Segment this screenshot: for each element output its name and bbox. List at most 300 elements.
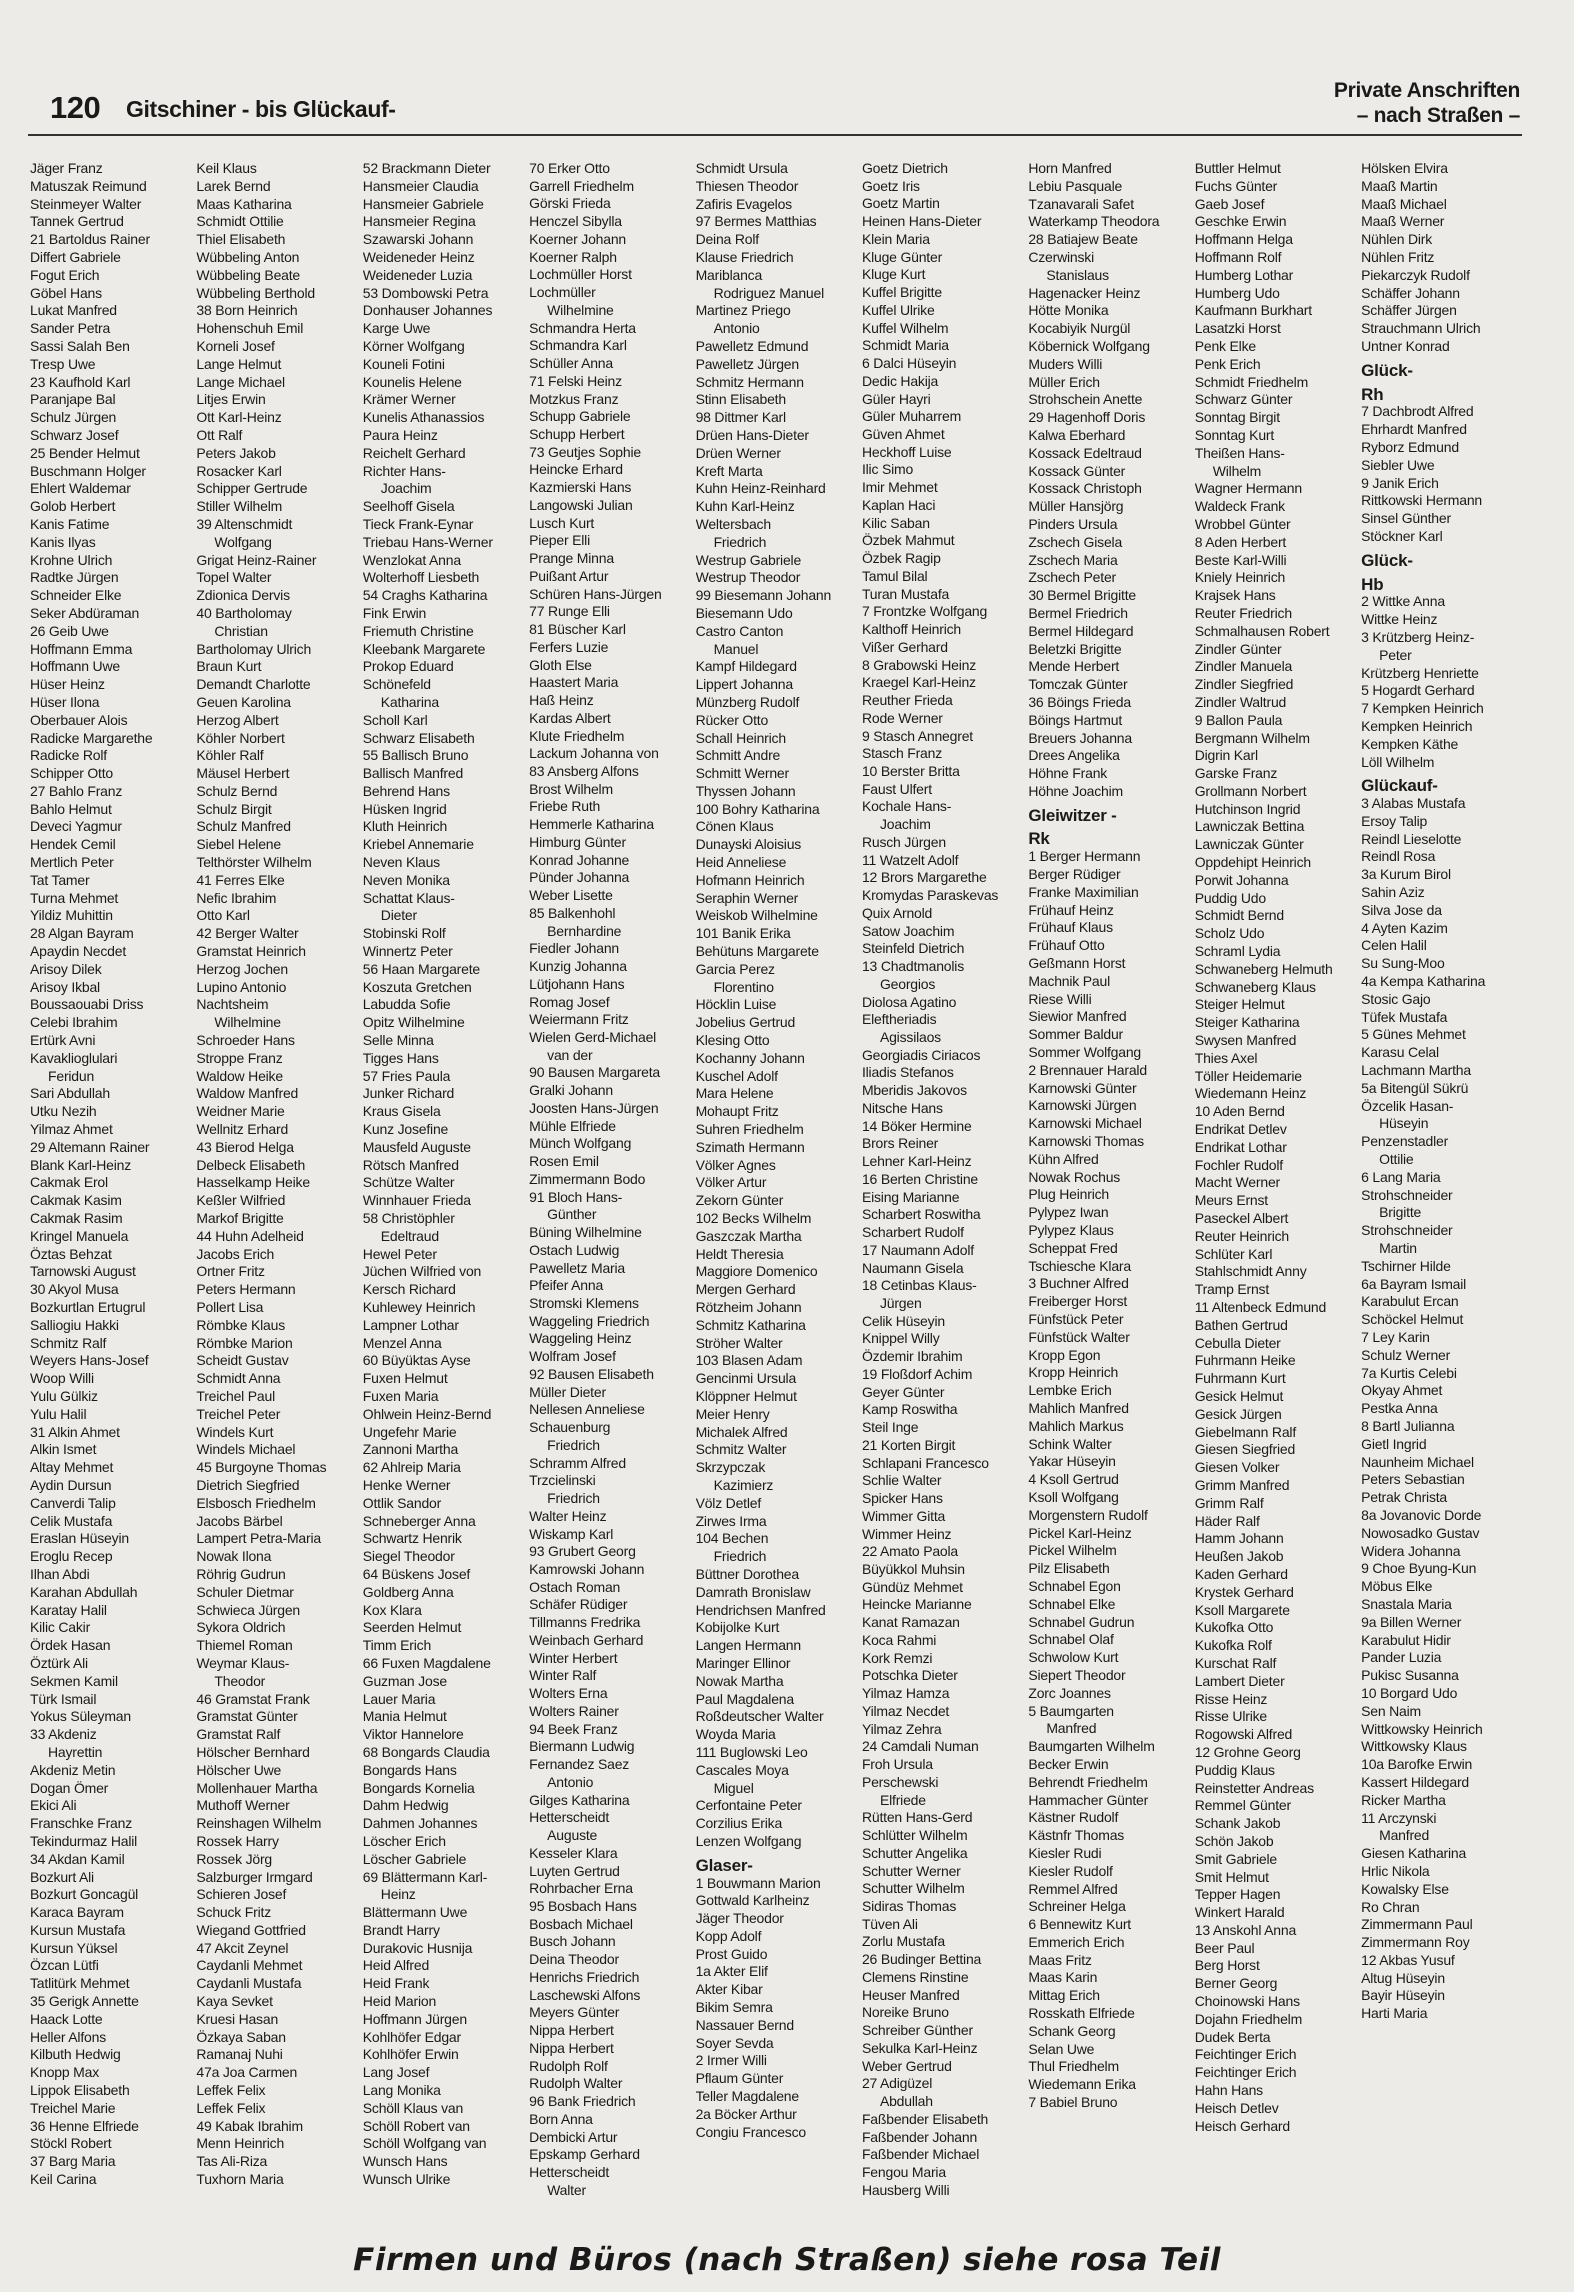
directory-entry: Kurschat Ralf xyxy=(1194,1654,1277,1671)
directory-entry: Goetz Iris xyxy=(861,177,920,194)
directory-entry: Gottwald Karlheinz xyxy=(695,1892,810,1909)
directory-entry: Gaeb Josef xyxy=(1194,195,1265,212)
directory-entry: Bozkurt Ali xyxy=(30,1868,94,1885)
directory-entry: Ilic Simo xyxy=(861,461,914,478)
directory-entry: Sommer Wolfgang xyxy=(1028,1044,1142,1061)
directory-entry: Zorlu Mustafa xyxy=(861,1933,945,1950)
directory-entry: Rötzheim Johann xyxy=(695,1299,802,1315)
directory-entry: Tüven Ali xyxy=(861,1915,918,1932)
directory-entry-continuation: Antonio xyxy=(547,1773,594,1790)
directory-entry: Franke Maximilian xyxy=(1028,883,1139,900)
directory-entry: Rittkowski Hermann xyxy=(1361,492,1483,509)
directory-entry: Gloth Else xyxy=(529,656,592,673)
directory-entry: Behrendt Friedhelm xyxy=(1028,1773,1148,1790)
directory-entry: Kunzig Johanna xyxy=(529,958,627,975)
directory-entry: 77 Runge Elli xyxy=(529,603,610,620)
directory-entry: Keßler Wilfried xyxy=(196,1192,286,1209)
directory-entry: Hoffmann Helga xyxy=(1194,231,1293,248)
directory-entry: Salliogiu Hakki xyxy=(30,1316,119,1333)
directory-entry: 104 Bechen xyxy=(695,1530,769,1547)
directory-entry: Feichtinger Erich xyxy=(1194,2046,1297,2063)
directory-entry: Kiesler Rudi xyxy=(1028,1844,1102,1861)
directory-entry: Weiermann Fritz xyxy=(529,1011,629,1028)
directory-entry: Celik Hüseyin xyxy=(861,1312,945,1329)
directory-entry: Silva Jose da xyxy=(1361,901,1442,918)
directory-entry: Roßdeutscher Walter xyxy=(695,1708,824,1725)
directory-entry: 5 Günes Mehmet xyxy=(1361,1026,1466,1043)
directory-entry: Canverdi Talip xyxy=(30,1494,116,1511)
directory-entry: Scheppat Fred xyxy=(1028,1239,1118,1256)
directory-entry: Schöckel Helmut xyxy=(1361,1311,1464,1328)
directory-entry: Lupino Antonio xyxy=(196,978,287,995)
directory-entry: Iliadis Stefanos xyxy=(861,1064,954,1081)
directory-entry: Körner Wolfgang xyxy=(362,337,465,354)
directory-entry: Thiel Elisabeth xyxy=(196,231,286,248)
directory-entry: Herzog Jochen xyxy=(196,960,288,977)
directory-entry: Heußen Jakob xyxy=(1194,1548,1284,1565)
directory-entry: 41 Ferres Elke xyxy=(196,871,285,888)
directory-entry: Bermel Hildegard xyxy=(1028,622,1134,639)
directory-entry: Laschewski Alfons xyxy=(529,1986,641,2003)
directory-entry: Turna Mehmet xyxy=(30,889,119,906)
directory-entry: Öztürk Ali xyxy=(30,1654,88,1671)
directory-entry: Dedic Hakija xyxy=(861,372,939,389)
directory-entry: Menn Heinrich xyxy=(196,2135,285,2152)
directory-entry: Seraphin Werner xyxy=(695,889,799,906)
directory-entry: Kuffel Brigitte xyxy=(861,284,942,301)
directory-entry: Römbke Marion xyxy=(196,1334,293,1351)
directory-entry: Kohlhöfer Edgar xyxy=(362,2028,461,2045)
directory-entry: 7 Dachbrodt Alfred xyxy=(1361,403,1474,420)
directory-entry: Zschech Peter xyxy=(1028,569,1117,586)
directory-entry: Ortner Fritz xyxy=(196,1263,265,1280)
directory-entry: Gilges Katharina xyxy=(529,1791,630,1808)
directory-entry: Siebler Uwe xyxy=(1361,456,1435,473)
directory-entry: Tepper Hagen xyxy=(1194,1886,1281,1903)
directory-entry: Römbke Klaus xyxy=(196,1316,286,1333)
directory-entry: Lasatzki Horst xyxy=(1194,320,1281,337)
directory-entry: Wunsch Hans xyxy=(362,2153,448,2170)
directory-entry: Kardas Albert xyxy=(529,709,611,726)
directory-entry: Piekarczyk Rudolf xyxy=(1361,266,1470,283)
directory-entry: Ro Chran xyxy=(1361,1898,1420,1915)
directory-entry: Beletzki Brigitte xyxy=(1028,640,1122,657)
directory-entry-continuation: Friedrich xyxy=(547,1490,600,1507)
directory-entry: Schäfer Rüdiger xyxy=(529,1596,628,1613)
directory-entry: Paseckel Albert xyxy=(1194,1210,1289,1227)
directory-entry: Lippok Elisabeth xyxy=(30,2082,130,2099)
directory-entry: 47 Akcit Zeynel xyxy=(196,1939,289,1956)
directory-entry: Cakmak Kasim xyxy=(30,1192,122,1209)
directory-entry: 71 Felski Heinz xyxy=(529,372,622,389)
directory-entry: Schraml Lydia xyxy=(1194,943,1281,960)
directory-entry: Kluge Kurt xyxy=(861,266,926,283)
directory-entry: 102 Becks Wilhelm xyxy=(695,1210,812,1227)
directory-entry: Martinez Priego xyxy=(695,302,791,319)
directory-entry: Paul Magdalena xyxy=(695,1690,794,1707)
directory-entry: Ksoll Margarete xyxy=(1194,1601,1290,1618)
directory-entry: Knopp Max xyxy=(30,2064,100,2081)
directory-entry-continuation: Auguste xyxy=(547,1827,598,1844)
directory-entry: Knippel Willy xyxy=(861,1330,940,1347)
directory-entry: Kochanny Johann xyxy=(695,1049,805,1066)
directory-entry: Lawniczak Bettina xyxy=(1194,818,1305,835)
directory-entry: Pylypez Iwan xyxy=(1028,1204,1109,1221)
directory-entry: Fuhrmann Heike xyxy=(1194,1352,1296,1369)
directory-entry: Kempken Heinrich xyxy=(1361,717,1473,734)
directory-entry: Schwaneberg Helmuth xyxy=(1194,960,1333,977)
directory-entry: Tarnowski August xyxy=(30,1263,136,1280)
directory-entry: Waterkamp Theodora xyxy=(1028,213,1160,230)
directory-entry: Endrikat Lothar xyxy=(1194,1138,1287,1155)
directory-entry: 81 Büscher Karl xyxy=(529,621,626,638)
directory-entry: Gramstat Heinrich xyxy=(196,943,306,960)
directory-entry: Wunsch Ulrike xyxy=(362,2171,451,2188)
directory-entry: Kraegel Karl-Heinz xyxy=(861,674,976,691)
directory-entry: Mausfeld Auguste xyxy=(362,1138,471,1155)
directory-entry: Siepert Theodor xyxy=(1028,1666,1126,1683)
directory-entry: Caydanli Mustafa xyxy=(196,1975,302,1992)
directory-entry: Hötte Monika xyxy=(1028,302,1109,319)
directory-entry: Schank Jakob xyxy=(1194,1815,1281,1832)
directory-entry-continuation: Wilhelm xyxy=(1212,462,1262,479)
directory-entry: Nellesen Anneliese xyxy=(529,1401,645,1418)
directory-entry: 57 Fries Paula xyxy=(362,1067,451,1084)
directory-entry: Frühauf Heinz xyxy=(1028,901,1114,918)
directory-entry: Jüchen Wilfried von xyxy=(362,1263,482,1280)
directory-entry: 99 Biesemann Johann xyxy=(695,587,832,604)
directory-entry: Büyükkol Muhsin xyxy=(861,1561,965,1578)
directory-entry: Riese Willi xyxy=(1028,990,1092,1007)
directory-entry: 7 Babiel Bruno xyxy=(1028,2094,1118,2111)
directory-entry: Yokus Süleyman xyxy=(30,1708,131,1725)
section-title xyxy=(1334,78,1520,128)
directory-entry: Grimm Ralf xyxy=(1194,1494,1264,1511)
directory-entry: Pflaum Günter xyxy=(695,2070,784,2087)
directory-entry: Zimmermann Roy xyxy=(1361,1934,1470,1951)
directory-entry: Hammacher Günter xyxy=(1028,1791,1149,1808)
directory-entry: Heisch Gerhard xyxy=(1194,2117,1290,2134)
directory-entry: Özcan Lütfi xyxy=(30,1957,99,1974)
directory-entry: Arisoy Dilek xyxy=(30,960,102,977)
directory-entry: Pylypez Klaus xyxy=(1028,1222,1114,1239)
directory-entry: Walter Heinz xyxy=(529,1507,607,1524)
directory-entry: Wiskamp Karl xyxy=(529,1525,614,1542)
directory-entry: Schneberger Anna xyxy=(362,1512,476,1529)
directory-entry: 14 Böker Hermine xyxy=(861,1117,972,1134)
directory-entry: Stinn Elisabeth xyxy=(695,391,786,408)
directory-entry: Okyay Ahmet xyxy=(1361,1382,1443,1399)
directory-entry: 24 Camdali Numan xyxy=(861,1738,979,1755)
directory-entry: Heisch Detlev xyxy=(1194,2099,1279,2116)
directory-entry: 97 Bermes Matthias xyxy=(695,213,817,230)
directory-entry: Schulz Manfred xyxy=(196,818,291,835)
directory-entry: Rode Werner xyxy=(861,709,943,726)
directory-entry: Kempken Käthe xyxy=(1361,735,1459,752)
directory-entry: Freiberger Horst xyxy=(1028,1293,1128,1310)
directory-entry: 37 Barg Maria xyxy=(30,2153,116,2170)
directory-entry: Diolosa Agatino xyxy=(861,993,957,1010)
directory-entry: Höhne Frank xyxy=(1028,765,1108,782)
directory-entry: Yilmaz Necdet xyxy=(861,1702,950,1719)
directory-entry-continuation: Günther xyxy=(547,1206,597,1223)
directory-entry: 21 Korten Birgit xyxy=(861,1436,956,1453)
directory-entry: Luyten Gertrud xyxy=(529,1862,620,1879)
directory-entry: Schulz Werner xyxy=(1361,1346,1451,1363)
directory-entry: Dudek Berta xyxy=(1194,2028,1271,2045)
directory-entry: Lawniczak Günter xyxy=(1194,836,1304,853)
directory-entry: Topel Walter xyxy=(196,569,272,586)
directory-entry: Epskamp Gerhard xyxy=(529,2146,640,2163)
directory-entry: Junker Richard xyxy=(362,1085,455,1102)
directory-entry: Naumann Gisela xyxy=(861,1259,964,1276)
directory-entry: Boussaouabi Driss xyxy=(30,996,144,1013)
directory-entry: Karge Uwe xyxy=(362,320,431,337)
directory-entry: Treichel Peter xyxy=(196,1405,281,1422)
directory-entry: Mberidis Jakovos xyxy=(861,1082,967,1099)
directory-entry: Puddig Udo xyxy=(1194,889,1266,906)
directory-entry: Nowak Martha xyxy=(695,1672,784,1689)
directory-entry: 64 Büskens Josef xyxy=(362,1565,471,1582)
directory-entry: Jacobs Bärbel xyxy=(196,1512,283,1529)
directory-entry: Kuhn Heinz-Reinhard xyxy=(695,480,826,497)
directory-entry: Häder Ralf xyxy=(1194,1512,1260,1529)
directory-entry-continuation: Martin xyxy=(1379,1240,1417,1257)
directory-entry: Gramstat Günter xyxy=(196,1708,298,1725)
directory-entry: Winnertz Peter xyxy=(362,943,453,960)
directory-entry: Schwarz Günter xyxy=(1194,391,1293,408)
directory-entry: Buttler Helmut xyxy=(1194,160,1281,176)
directory-entry: Eroglu Recep xyxy=(30,1548,113,1565)
directory-entry: Schäffer Johann xyxy=(1361,284,1460,301)
directory-entry: Schmidt Friedhelm xyxy=(1194,373,1309,390)
directory-entry: Ehlert Waldemar xyxy=(30,480,131,497)
directory-entry: Mara Helene xyxy=(695,1085,774,1102)
directory-entry: Akter Kibar xyxy=(695,1981,763,1998)
directory-entry: Müller Dieter xyxy=(529,1383,606,1400)
directory-entry: Schüller Anna xyxy=(529,355,613,372)
directory-entry: Wielen Gerd-Michael xyxy=(529,1028,657,1045)
directory-entry: Schäffer Jürgen xyxy=(1361,302,1457,319)
directory-entry: Mohaupt Fritz xyxy=(695,1103,779,1120)
directory-entry: Ottlik Sandor xyxy=(362,1494,442,1511)
directory-entry: Lange Helmut xyxy=(196,355,282,372)
street-heading: Glück- xyxy=(1361,551,1413,570)
listing-column-8 xyxy=(1195,160,1361,2200)
directory-entry: Nowak Rochus xyxy=(1028,1168,1121,1185)
directory-entry: Schulz Birgit xyxy=(196,800,272,817)
directory-entry: Tigges Hans xyxy=(362,1049,439,1066)
directory-entry: 45 Burgoyne Thomas xyxy=(196,1459,327,1476)
directory-entry: Rogowski Alfred xyxy=(1194,1726,1293,1743)
directory-entry: Leffek Felix xyxy=(196,2099,266,2116)
directory-entry-continuation: Georgios xyxy=(879,975,936,992)
directory-entry: 40 Bartholomay xyxy=(196,604,292,621)
directory-entry: Schramm Alfred xyxy=(529,1454,626,1471)
directory-entry: Ersoy Talip xyxy=(1361,812,1428,829)
directory-entry: Hoffmann Emma xyxy=(30,640,133,657)
directory-entry: Satow Joachim xyxy=(861,922,955,939)
directory-entry: Löscher Gabriele xyxy=(362,1850,467,1867)
directory-entry: Pawelletz Maria xyxy=(529,1259,625,1276)
directory-entry: Choinowski Hans xyxy=(1194,1993,1300,2010)
directory-entry: Zindler Günter xyxy=(1194,640,1282,657)
directory-entry: 8 Aden Herbert xyxy=(1194,533,1287,550)
directory-entry: Ferfers Luzie xyxy=(529,638,609,655)
directory-entry: 7 Ley Karin xyxy=(1361,1329,1430,1345)
directory-entry: 27 Bahlo Franz xyxy=(30,782,123,799)
directory-entry: Lukat Manfred xyxy=(30,302,117,319)
directory-entry: Scheidt Gustav xyxy=(196,1352,289,1369)
directory-entry: Ramanaj Nuhi xyxy=(196,2046,283,2063)
directory-entry: Kamp Roswitha xyxy=(861,1401,958,1418)
directory-entry: Dahmen Johannes xyxy=(362,1815,478,1832)
directory-entry: Muthoff Werner xyxy=(196,1797,290,1814)
directory-entry: Trzcielinski xyxy=(529,1472,596,1489)
directory-entry: Hendek Cemil xyxy=(30,836,116,853)
directory-entry: Macht Werner xyxy=(1194,1174,1280,1191)
directory-entry: Fuhrmann Kurt xyxy=(1194,1370,1286,1387)
directory-entry: Özbek Mahmut xyxy=(861,532,955,549)
directory-entry: Heckhoff Luise xyxy=(861,443,952,460)
directory-entry: Selle Minna xyxy=(362,1032,434,1049)
directory-entry: Zdionica Dervis xyxy=(196,587,290,604)
directory-entry: Klesing Otto xyxy=(695,1032,770,1049)
directory-entry: Steiger Helmut xyxy=(1194,996,1285,1013)
directory-entry: Szimath Hermann xyxy=(695,1138,805,1155)
directory-entry: Hausberg Willi xyxy=(861,2181,950,2198)
directory-entry: Windels Michael xyxy=(196,1441,296,1458)
directory-entry: Kühn Alfred xyxy=(1028,1150,1099,1167)
directory-entry: 12 Grohne Georg xyxy=(1194,1743,1301,1760)
directory-entry: Geßmann Horst xyxy=(1028,955,1126,972)
directory-entry: Tuxhorn Maria xyxy=(196,2171,284,2188)
directory-entry: Lackum Johanna von xyxy=(529,745,659,762)
directory-entry: Münzberg Rudolf xyxy=(695,693,800,710)
directory-entry: Heuser Manfred xyxy=(861,1986,960,2003)
directory-entry-continuation: Edeltraud xyxy=(380,1227,439,1244)
directory-entry: 31 Alkin Ahmet xyxy=(30,1423,120,1440)
directory-entry: Prokop Eduard xyxy=(362,658,454,675)
directory-entry: Frühauf Klaus xyxy=(1028,919,1113,936)
directory-entry: Nachtsheim xyxy=(196,996,269,1013)
directory-entry: Altug Hüseyin xyxy=(1361,1969,1445,1986)
directory-entry: Schutter Angelika xyxy=(861,1844,968,1861)
directory-entry: Görski Frieda xyxy=(529,195,611,212)
directory-entry: Pickel Karl-Heinz xyxy=(1028,1524,1132,1541)
directory-entry: Lenzen Wolfgang xyxy=(695,1832,802,1849)
directory-entry: 10 Aden Bernd xyxy=(1194,1103,1285,1120)
directory-entry: Meyers Günter xyxy=(529,2004,620,2021)
section-title-line1: Private Anschriften xyxy=(1333,79,1520,102)
directory-entry: Machnik Paul xyxy=(1028,972,1110,989)
directory-entry: Kassert Hildegard xyxy=(1361,1773,1470,1790)
directory-entry: Zindler Waltrud xyxy=(1194,693,1287,710)
directory-entry: Maggiore Domenico xyxy=(695,1263,818,1280)
directory-entry: 11 Altenbeck Edmund xyxy=(1194,1299,1327,1315)
directory-entry: 13 Chadtmanolis xyxy=(861,958,965,975)
directory-entry: Kästner Rudolf xyxy=(1028,1809,1119,1826)
directory-entry: 3 Alabas Mustafa xyxy=(1361,795,1466,812)
directory-entry: Thiemel Roman xyxy=(196,1637,293,1654)
directory-entry: 103 Blasen Adam xyxy=(695,1352,803,1369)
directory-entry: Weyers Hans-Josef xyxy=(30,1352,149,1369)
directory-entry: Ekici Ali xyxy=(30,1797,77,1814)
directory-entry: Reinshagen Wilhelm xyxy=(196,1815,322,1832)
directory-entry: Klein Maria xyxy=(861,230,930,247)
directory-entry: Bongards Kornelia xyxy=(362,1779,475,1796)
directory-entry: Opitz Wilhelmine xyxy=(362,1014,465,1031)
directory-entry: Dietrich Siegfried xyxy=(196,1476,300,1493)
directory-entry: 9 Ballon Paula xyxy=(1194,711,1283,728)
listing-column-1 xyxy=(30,160,196,2200)
directory-entry: Kaplan Haci xyxy=(861,496,936,513)
directory-entry: Garrell Friedhelm xyxy=(529,177,634,194)
directory-entry: Seker Abdüraman xyxy=(30,604,140,621)
directory-entry: Utku Nezih xyxy=(30,1103,97,1120)
directory-entry: Schulz Bernd xyxy=(196,782,278,799)
directory-entry: Kleebank Margarete xyxy=(362,640,486,657)
directory-entry: Mertlich Peter xyxy=(30,854,114,871)
directory-entry: Fochler Rudolf xyxy=(1194,1156,1283,1173)
directory-entry: Yilmaz Ahmet xyxy=(30,1121,113,1138)
directory-entry: Güler Hayri xyxy=(861,390,931,407)
directory-entry: Rosacker Karl xyxy=(196,462,282,479)
directory-entry: Yildiz Muhittin xyxy=(30,907,113,924)
directory-entry: 19 Floßdorf Achim xyxy=(861,1365,973,1382)
directory-entry: Pukisc Susanna xyxy=(1361,1667,1459,1684)
directory-entry: Nitsche Hans xyxy=(861,1099,943,1116)
directory-entry: Winkert Harald xyxy=(1194,1904,1285,1921)
directory-entry: Koszuta Gretchen xyxy=(362,978,472,995)
directory-entry: Stromski Klemens xyxy=(529,1295,639,1311)
directory-entry: 3 Buchner Alfred xyxy=(1028,1275,1129,1292)
directory-entry: Lippert Johanna xyxy=(695,676,793,693)
directory-entry: Kuhlewey Heinrich xyxy=(362,1299,476,1315)
directory-entry: Lampner Lothar xyxy=(362,1316,459,1333)
directory-entry: Koerner Ralph xyxy=(529,248,617,265)
directory-entry-continuation: Bernhardine xyxy=(547,922,622,939)
directory-entry: Herzog Albert xyxy=(196,711,279,728)
directory-entry: 27 Adigüzel xyxy=(861,2075,933,2092)
directory-entry: Schmitt Andre xyxy=(695,747,781,764)
directory-entry: Schreiber Günther xyxy=(861,2022,973,2039)
directory-entry: 26 Geib Uwe xyxy=(30,622,109,639)
directory-entry: Mahlich Markus xyxy=(1028,1417,1124,1434)
directory-entry: Tschirner Hilde xyxy=(1361,1257,1451,1274)
directory-entry: Kukofka Otto xyxy=(1194,1619,1274,1636)
directory-entry: Kraus Gisela xyxy=(362,1103,441,1120)
directory-entry: Fuchs Günter xyxy=(1194,177,1278,194)
directory-entry: 58 Christöphler xyxy=(362,1210,455,1227)
directory-entry: Schnabel Gudrun xyxy=(1028,1613,1135,1630)
directory-entry: Born Anna xyxy=(529,2110,593,2127)
directory-entry: Breuers Johanna xyxy=(1028,729,1132,746)
directory-entry: Penk Erich xyxy=(1194,355,1261,372)
directory-entry-continuation: Theodor xyxy=(214,1672,266,1689)
directory-entry: Faßbender Michael xyxy=(861,2146,980,2163)
directory-entry: Özdemir Ibrahim xyxy=(861,1348,963,1365)
directory-entry: Rötsch Manfred xyxy=(362,1156,459,1173)
directory-entry: Nowosadko Gustav xyxy=(1361,1524,1480,1541)
directory-entry: Salzburger Irmgard xyxy=(196,1868,313,1885)
directory-entry: Tamul Bilal xyxy=(861,567,928,584)
directory-entry: Hendrichsen Manfred xyxy=(695,1601,826,1618)
directory-entry-continuation: Wilhelmine xyxy=(214,1014,281,1031)
directory-entry: Zorc Joannes xyxy=(1028,1684,1111,1701)
directory-entry: Krajsek Hans xyxy=(1194,587,1276,604)
directory-entry: Lange Michael xyxy=(196,373,285,390)
